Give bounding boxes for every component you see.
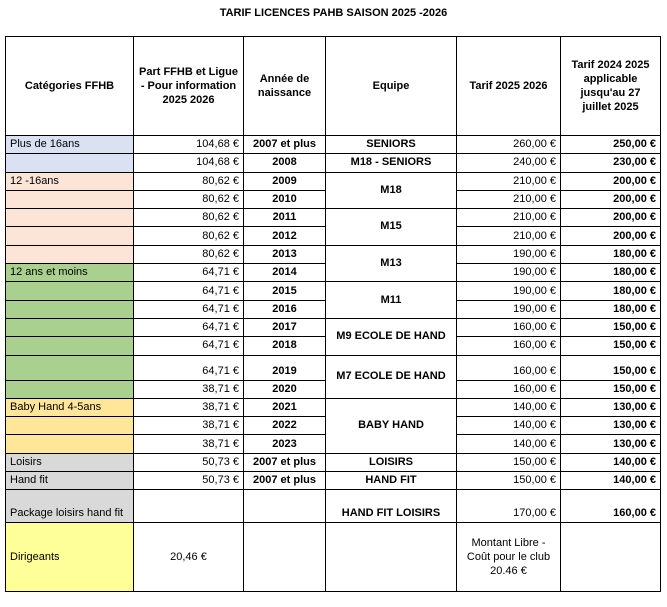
tarif-2025-cell: 140,00 € — [457, 417, 561, 435]
tarif-2024-cell: 200,00 € — [561, 209, 661, 227]
part-cell: 80,62 € — [134, 209, 244, 227]
equipe-cell: M9 ECOLE DE HAND — [326, 318, 457, 355]
category-cell — [6, 245, 134, 263]
part-cell: 80,62 € — [134, 190, 244, 208]
annee-cell: 2023 — [244, 435, 326, 453]
equipe-cell: M7 ECOLE DE HAND — [326, 355, 457, 398]
table-row — [6, 490, 661, 523]
tarif-2024-cell: 150,00 € — [561, 380, 661, 398]
part-cell: 38,71 € — [134, 380, 244, 398]
table-row — [6, 355, 661, 380]
tarif-2024-cell: 200,00 € — [561, 190, 661, 208]
table-row — [6, 282, 661, 300]
annee-cell: 2021 — [244, 398, 326, 416]
table-row — [6, 154, 661, 172]
tarif-2025-cell: 210,00 € — [457, 172, 561, 190]
tarif-2024-cell: 180,00 € — [561, 245, 661, 263]
equipe-cell: M15 — [326, 209, 457, 246]
equipe-cell: M18 - SENIORS — [326, 154, 457, 172]
table-row — [6, 398, 661, 416]
part-cell — [134, 490, 244, 523]
tarif-2025-cell: 210,00 € — [457, 190, 561, 208]
tarif-2024-cell: 200,00 € — [561, 172, 661, 190]
tarif-2024-cell — [561, 523, 661, 592]
tarif-2025-cell: Montant Libre - Coût pour le club 20.46 € — [457, 523, 561, 592]
tarif-2025-cell: 190,00 € — [457, 300, 561, 318]
equipe-cell: BABY HAND — [326, 398, 457, 453]
part-cell: 80,62 € — [134, 227, 244, 245]
equipe-cell: M18 — [326, 172, 457, 209]
part-cell: 50,73 € — [134, 453, 244, 471]
annee-cell: 2015 — [244, 282, 326, 300]
annee-cell: 2017 — [244, 318, 326, 336]
tarif-2024-cell: 140,00 € — [561, 472, 661, 490]
category-cell: Hand fit — [6, 472, 134, 490]
tarif-2024-cell: 130,00 € — [561, 398, 661, 416]
header-annee: Année de naissance — [244, 37, 326, 136]
tarif-2025-cell: 160,00 € — [457, 380, 561, 398]
equipe-cell — [326, 523, 457, 592]
header-categories: Catégories FFHB — [6, 37, 134, 136]
tarif-2024-cell: 130,00 € — [561, 435, 661, 453]
table-row — [6, 453, 661, 471]
tarif-2024-cell: 230,00 € — [561, 154, 661, 172]
part-cell: 38,71 € — [134, 435, 244, 453]
tarif-2024-cell: 250,00 € — [561, 136, 661, 154]
tarif-2025-cell: 260,00 € — [457, 136, 561, 154]
category-cell — [6, 282, 134, 300]
table-row — [6, 209, 661, 227]
tarif-2024-cell: 140,00 € — [561, 453, 661, 471]
part-cell: 38,71 € — [134, 398, 244, 416]
category-cell — [6, 154, 134, 172]
tarif-2025-cell: 160,00 € — [457, 337, 561, 355]
category-cell: Baby Hand 4-5ans — [6, 398, 134, 416]
tarif-table — [5, 36, 661, 592]
annee-cell: 2013 — [244, 245, 326, 263]
annee-cell — [244, 523, 326, 592]
category-cell: Plus de 16ans — [6, 136, 134, 154]
annee-cell: 2007 et plus — [244, 136, 326, 154]
tarif-2025-cell: 170,00 € — [457, 490, 561, 523]
part-cell: 20,46 € — [134, 523, 244, 592]
category-cell: 12 ans et moins — [6, 264, 134, 282]
category-cell — [6, 435, 134, 453]
category-cell: Dirigeants — [6, 523, 134, 592]
part-cell: 64,71 € — [134, 282, 244, 300]
annee-cell: 2007 et plus — [244, 472, 326, 490]
category-cell — [6, 209, 134, 227]
table-row — [6, 523, 661, 592]
tarif-2025-cell: 190,00 € — [457, 264, 561, 282]
header-equipe: Equipe — [326, 37, 457, 136]
part-cell: 64,71 € — [134, 300, 244, 318]
tarif-2025-cell: 210,00 € — [457, 227, 561, 245]
annee-cell: 2007 et plus — [244, 453, 326, 471]
equipe-cell: HAND FIT LOISIRS — [326, 490, 457, 523]
part-cell: 50,73 € — [134, 472, 244, 490]
part-cell: 64,71 € — [134, 355, 244, 380]
part-cell: 64,71 € — [134, 264, 244, 282]
tarif-2025-cell: 190,00 € — [457, 245, 561, 263]
tarif-2024-cell: 180,00 € — [561, 264, 661, 282]
tarif-2025-cell: 210,00 € — [457, 209, 561, 227]
annee-cell: 2019 — [244, 355, 326, 380]
equipe-cell: M13 — [326, 245, 457, 282]
tarif-2024-cell: 150,00 € — [561, 355, 661, 380]
tarif-2025-cell: 160,00 € — [457, 318, 561, 336]
annee-cell: 2008 — [244, 154, 326, 172]
annee-cell: 2010 — [244, 190, 326, 208]
header-row — [6, 37, 661, 136]
header-tarif-2024: Tarif 2024 2025 applicable jusqu'au 27 juillet 2025 — [561, 37, 661, 136]
part-cell: 64,71 € — [134, 318, 244, 336]
tarif-2024-cell: 180,00 € — [561, 300, 661, 318]
header-tarif-2025: Tarif 2025 2026 — [457, 37, 561, 136]
category-cell: Loisirs — [6, 453, 134, 471]
tarif-2025-cell: 140,00 € — [457, 398, 561, 416]
category-cell — [6, 318, 134, 336]
tarif-2024-cell: 180,00 € — [561, 282, 661, 300]
tarif-2025-cell: 150,00 € — [457, 453, 561, 471]
page-title: TARIF LICENCES PAHB SAISON 2025 -2026 — [219, 7, 448, 19]
tarif-2024-cell: 160,00 € — [561, 490, 661, 523]
annee-cell: 2016 — [244, 300, 326, 318]
part-cell: 64,71 € — [134, 337, 244, 355]
category-cell — [6, 190, 134, 208]
part-cell: 38,71 € — [134, 417, 244, 435]
tarif-2024-cell: 200,00 € — [561, 227, 661, 245]
tarif-2025-cell: 160,00 € — [457, 355, 561, 380]
annee-cell: 2009 — [244, 172, 326, 190]
tarif-2024-cell: 150,00 € — [561, 318, 661, 336]
header-part-ffhb: Part FFHB et Ligue - Pour information 2025 2026 — [134, 37, 244, 136]
category-cell — [6, 300, 134, 318]
part-cell: 104,68 € — [134, 136, 244, 154]
tarif-2025-cell: 150,00 € — [457, 472, 561, 490]
annee-cell: 2022 — [244, 417, 326, 435]
category-cell — [6, 380, 134, 398]
table-row — [6, 136, 661, 154]
part-cell: 80,62 € — [134, 172, 244, 190]
table-row — [6, 472, 661, 490]
category-cell: 12 -16ans — [6, 172, 134, 190]
annee-cell: 2020 — [244, 380, 326, 398]
annee-cell — [244, 490, 326, 523]
category-cell — [6, 417, 134, 435]
tarif-2025-cell: 140,00 € — [457, 435, 561, 453]
part-cell: 80,62 € — [134, 245, 244, 263]
category-cell — [6, 227, 134, 245]
category-cell: Package loisirs hand fit — [6, 490, 134, 523]
part-cell: 104,68 € — [134, 154, 244, 172]
equipe-cell: HAND FIT — [326, 472, 457, 490]
table-row — [6, 245, 661, 263]
equipe-cell: M11 — [326, 282, 457, 319]
tarif-2024-cell: 130,00 € — [561, 417, 661, 435]
annee-cell: 2012 — [244, 227, 326, 245]
tarif-2025-cell: 240,00 € — [457, 154, 561, 172]
table-row — [6, 172, 661, 190]
annee-cell: 2018 — [244, 337, 326, 355]
category-cell — [6, 337, 134, 355]
category-cell — [6, 355, 134, 380]
equipe-cell: LOISIRS — [326, 453, 457, 471]
annee-cell: 2014 — [244, 264, 326, 282]
table-row — [6, 318, 661, 336]
equipe-cell: SENIORS — [326, 136, 457, 154]
tarif-2024-cell: 150,00 € — [561, 337, 661, 355]
annee-cell: 2011 — [244, 209, 326, 227]
tarif-2025-cell: 190,00 € — [457, 282, 561, 300]
